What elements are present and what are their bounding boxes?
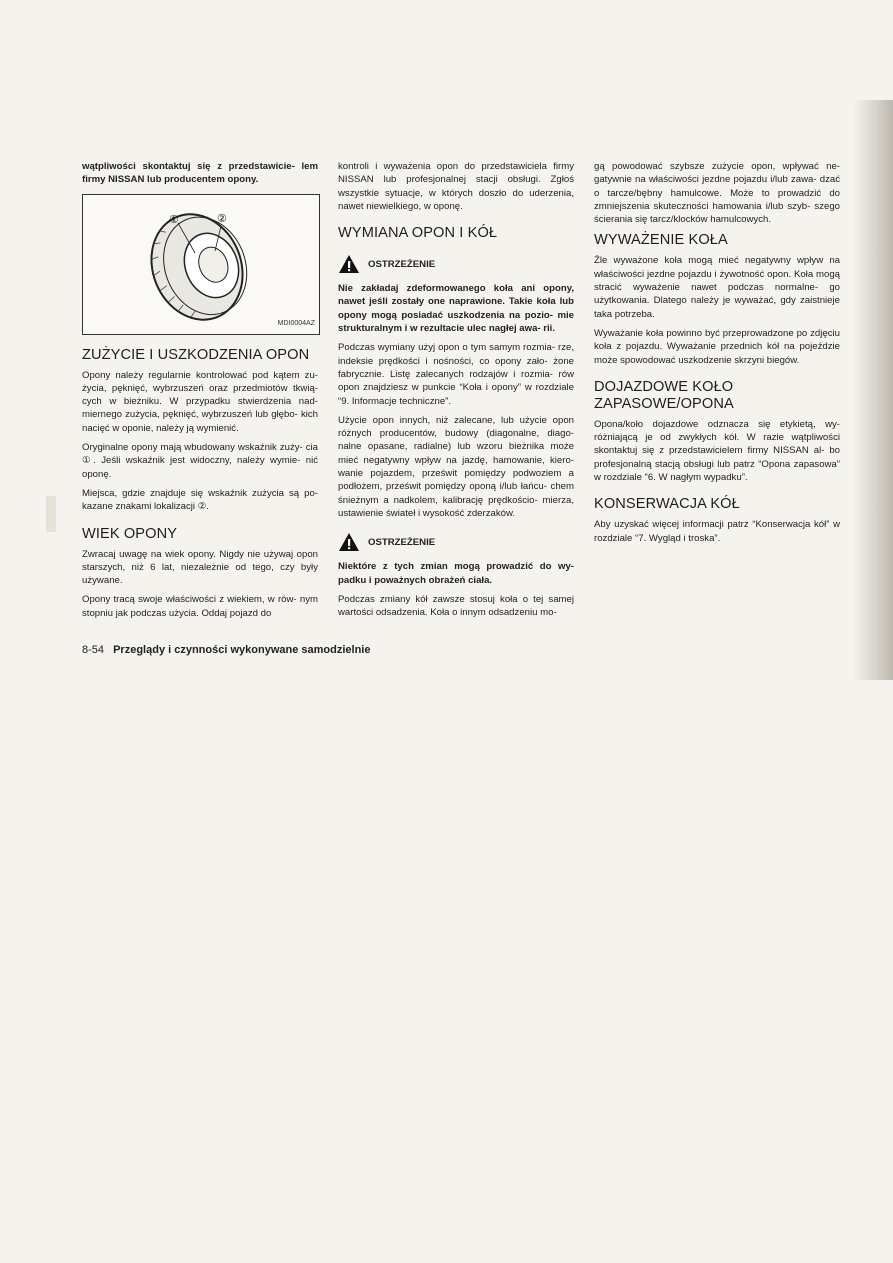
page-footer [82, 644, 370, 656]
paragraph: Opony należy regularnie kontrolować pod kątem zu- życia, pęknięć, wybrzuszeń oraz przedmiotów tkwią- cych w bieżniku. W przypadku stwierdzenia nad- miernego zużycia, pęknięć, wybrzuszeń lub głębo- kich nacięć w oponie, należy ją wymienić. [82, 369, 318, 434]
heading-wheel-care: KONSERWACJA KÓŁ [594, 496, 740, 513]
paragraph: Wyważanie koła powinno być przeprowadzone po zdjęciu koła z pojazdu. Wyważanie przednich kół na pojeździe może spowodować uszkodzenie skrzyni biegów. [594, 327, 840, 366]
paragraph: Miejsca, gdzie znajduje się wskaźnik zużycia są po- kazane znakami lokalizacji ②. [82, 487, 318, 513]
warning-icon [338, 254, 360, 274]
column-3 [594, 160, 840, 551]
warning-block [338, 532, 574, 552]
tire-illustration [83, 195, 319, 334]
paragraph: Oryginalne opony mają wbudowany wskaźnik zuży- cia ①. Jeśli wskaźnik jest widoczny, należy wymie- nić oponę. [82, 442, 318, 480]
paragraph: Źle wyważone koła mogą mieć negatywny wpływ na właściwości jezdne pojazdu i żywotność opon. Koła mogą stracić wyważenie nawet podczas normalne- go użytkowania. Dlatego należy je wyważać, gdy zaistnieje taka potrzeba. [594, 255, 840, 320]
paragraph: Użycie opon innych, niż zalecane, lub użycie opon różnych producentów, budowy (diagonalne, diago- nalne opasane, radialne) lub wzoru bieżnika może mieć negatywny wpływ na jazdę, hamowanie, kiero- wanie pojazdem, prześwit pomiędzy podwoziem a podłożem, prześwit pomiędzy oponą i/lub łańcu- chem śnieżnym a nadkolem, kalibrację prędkościo- mierza, ustawienie świateł i wysokość zderzaków. [338, 414, 574, 519]
callout-2: ② [217, 212, 227, 225]
warning-label: OSTRZEŻENIE [368, 536, 436, 548]
heading-spare-wheel: DOJAZDOWE KOŁO ZAPASOWE/OPONA [594, 378, 734, 412]
heading-tire-wear: ZUŻYCIE I USZKODZENIA OPON [82, 346, 310, 363]
warning-icon [338, 532, 360, 552]
figure-code: MDI0004AZ [277, 320, 315, 328]
warning-text: Niektóre z tych zmian mogą prowadzić do wy- padku i poważnych obrażeń ciała. [338, 561, 574, 586]
heading-tire-age: WIEK OPONY [82, 525, 178, 542]
paragraph: kontroli i wyważenia opon do przedstawiciela firmy NISSAN lub profesjonalnej stacji obsługi. Zgłoś wszystkie sytuacje, w których doszło do uderzenia, nawet niewielkiego, w oponę. [338, 161, 574, 212]
chapter-title: Przeglądy i czynności wykonywane samodzielnie [113, 644, 371, 656]
heading-tire-change: WYMIANA OPON I KÓŁ [338, 225, 498, 242]
warning-block [338, 254, 574, 274]
paragraph: gą powodować szybsze zużycie opon, wpływać ne- gatywnie na właściwości jezdne pojazdu i/lub zawa- dzać o tarcze/bębny hamulcowe. Może to prowadzić do zmniejszenia skuteczności hamowania i/lub szyb- szego ścierania się tarcz/klocków hamulcowych. [594, 161, 840, 226]
paragraph: Zwracaj uwagę na wiek opony. Nigdy nie używaj opon starszych, niż 6 lat, niezależnie od tego, czy były używane. [82, 548, 318, 587]
paragraph: Opona/koło dojazdowe odznacza się etykietą, wy- różniającą je od zwykłych kół. W razie wątpliwości skontaktuj się z przedstawicielem firmy NISSAN al- bo profesjonalną stacją obsługi lub patrz “Opona zapasowa” w rozdziale “6. W nagłym wypadku”. [594, 418, 840, 484]
paragraph: Opony tracą swoje właściwości z wiekiem, w rów- nym stopniu jak podczas użycia. Oddaj pojazd do [82, 594, 318, 619]
manual-page [82, 160, 852, 680]
paragraph: Aby uzyskać więcej informacji patrz “Konserwacja kół” w rozdziale “7. Wygląd i troska”. [594, 519, 840, 544]
callout-1: ① [169, 213, 179, 226]
warning-text: Nie zakładaj zdeformowanego koła ani opony, nawet jeśli zostały one naprawione. Takie koła lub opony mogą posiadać uszkodzenia na pozio- mie strukturalnym i w rezultacie ulec nagłej awa- rii. [338, 283, 574, 335]
page-number: 8-54 [82, 644, 105, 656]
section-thumb-tab [46, 496, 56, 532]
paragraph: Podczas zmiany kół zawsze stosuj koła o tej samej wartości odsadzenia. Koła o innym odsadzeniu mo- [338, 593, 574, 619]
column-2 [338, 160, 574, 625]
intro-text: wątpliwości skontaktuj się z przedstawicie- lem firmy NISSAN lub producentem opony. [82, 161, 318, 186]
tire-figure [82, 194, 320, 335]
paragraph: Podczas wymiany użyj opon o tym samym rozmia- rze, indeksie prędkości i nośności, co opony zało- żone fabrycznie. Listę zalecanych rodzajów i rozmia- rów opon znajdziesz w punkcie “Koła i opony” w rozdziale “9. Informacje techniczne”. [338, 342, 574, 407]
heading-wheel-balance: WYWAŻENIE KOŁA [594, 232, 728, 249]
warning-label: OSTRZEŻENIE [368, 258, 436, 270]
column-1 [82, 160, 318, 626]
page-edge-shadow [853, 100, 893, 680]
